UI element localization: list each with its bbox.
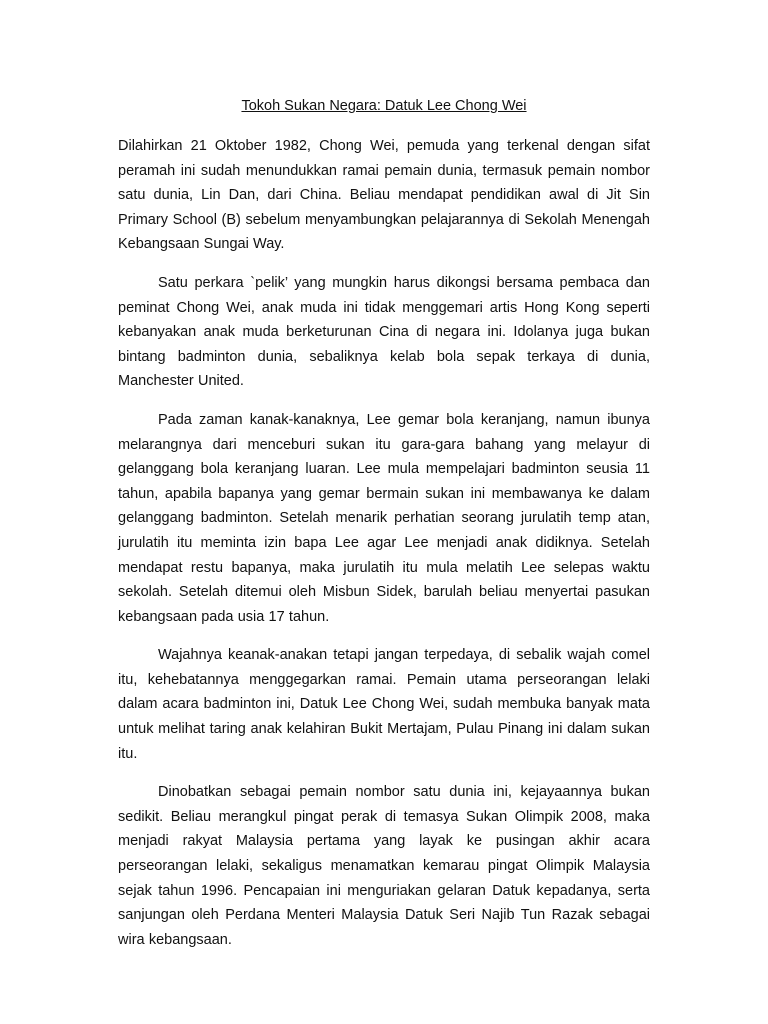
document-page: [118, 96, 650, 952]
document-title: Tokoh Sukan Negara: Datuk Lee Chong Wei: [241, 98, 527, 114]
paragraph-3: Pada zaman kanak-kanaknya, Lee gemar bola keranjang, namun ibunya melarangnya dari menceburi sukan itu gara-gara bahang yang melayur di gelanggang bola keranjang luaran. Lee mula mempelajari badminton seusia 11 tahun, apabila bapanya yang gemar bermain sukan ini membawanya ke dalam gelanggang badminton. Setelah menarik perhatian seorang jurulatih temp atan, jurulatih itu meminta izin bapa Lee agar Lee menjadi anak didiknya. Setelah mendapat restu bapanya, maka jurulatih itu mula melatih Lee selepas waktu sekolah. Setelah ditemui oleh Misbun Sidek, barulah beliau menyertai pasukan kebangsaan pada usia 17 tahun.: [118, 411, 650, 625]
paragraph-5: Dinobatkan sebagai pemain nombor satu dunia ini, kejayaannya bukan sedikit. Beliau merangkul pingat perak di temasya Sukan Olimpik 2008, maka menjadi rakyat Malaysia pertama yang layak ke pusingan akhir acara perseorangan lelaki, sekaligus menamatkan kemarau pingat Olimpik Malaysia sejak tahun 1996. Pencapaian ini menguriakan gelaran Datuk kepadanya, serta sanjungan oleh Perdana Menteri Malaysia Datuk Seri Najib Tun Razak sebagai wira kebangsaan.: [118, 784, 650, 948]
paragraph-4: Wajahnya keanak-anakan tetapi jangan terpedaya, di sebalik wajah comel itu, kehebatannya menggegarkan ramai. Pemain utama perseorangan lelaki dalam acara badminton ini, Datuk Lee Chong Wei, sudah membuka banyak mata untuk melihat taring anak kelahiran Bukit Mertajam, Pulau Pinang ini dalam sukan itu.: [118, 647, 650, 762]
paragraph-1: Dilahirkan 21 Oktober 1982, Chong Wei, pemuda yang terkenal dengan sifat peramah ini sudah menundukkan ramai pemain dunia, termasuk pemain nombor satu dunia, Lin Dan, dari China. Beliau mendapat pendidikan awal di Jit Sin Primary School (B) sebelum menyambungkan pelajarannya di Sekolah Menengah Kebangsaan Sungai Way.: [118, 138, 650, 253]
paragraph-2: Satu perkara `pelik’ yang mungkin harus dikongsi bersama pembaca dan peminat Chong Wei, anak muda ini tidak menggemari artis Hong Kong seperti kebanyakan anak muda berketurunan Cina di negara ini. Idolanya juga bukan bintang badminton dunia, sebaliknya kelab bola sepak terkaya di dunia, Manchester United.: [118, 274, 650, 390]
